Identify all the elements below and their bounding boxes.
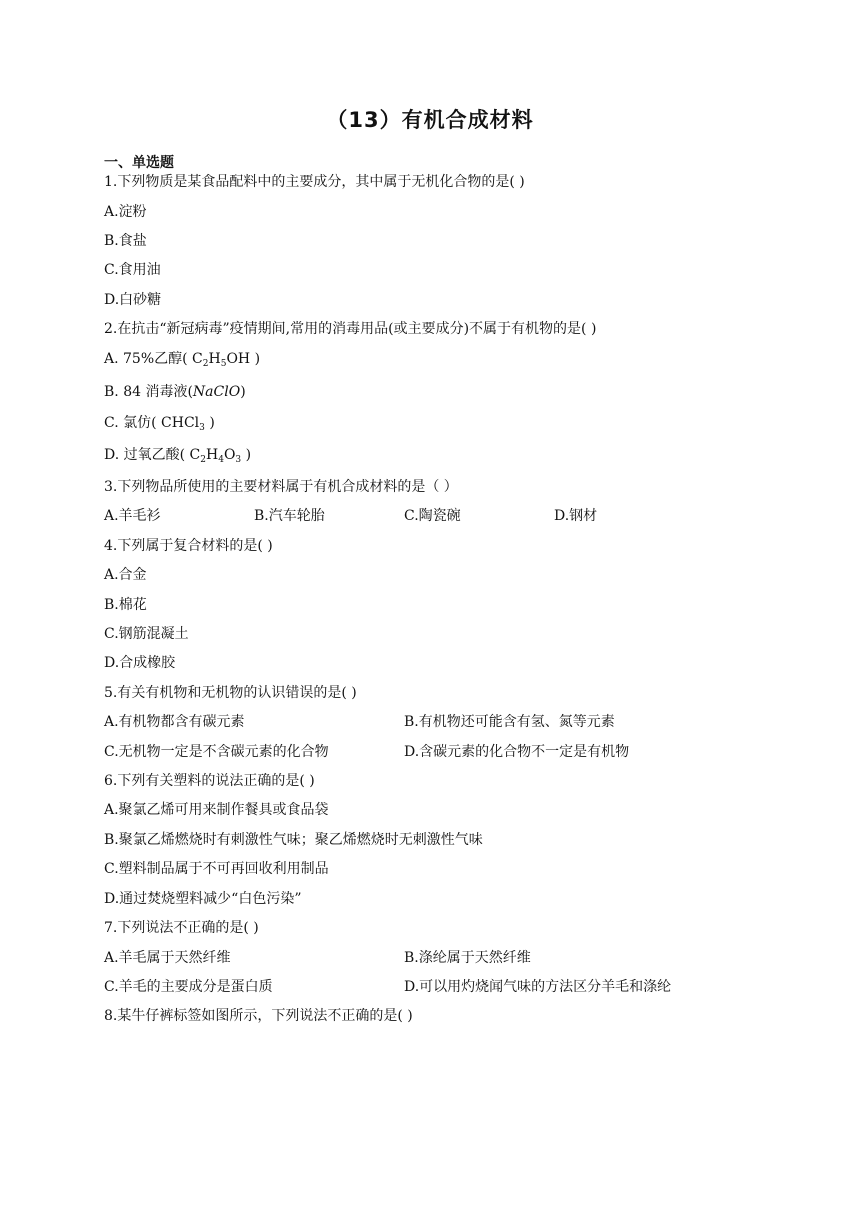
question-4-option-a: A.合金 [104, 567, 147, 583]
question-3-option-a: A.羊毛衫 [104, 508, 161, 524]
question-6-stem: 6.下列有关塑料的说法正确的是( ) [104, 773, 315, 789]
question-7-option-c: C.羊毛的主要成分是蛋白质 [104, 979, 273, 995]
page-title: （13）有机合成材料 [326, 108, 534, 132]
question-7-option-b: B.涤纶属于天然纤维 [404, 950, 531, 966]
question-6-option-d: D.通过焚烧塑料减少“白色污染” [104, 891, 302, 907]
question-4-stem: 4.下列属于复合材料的是( ) [104, 538, 273, 554]
question-7-option-d: D.可以用灼烧闻气味的方法区分羊毛和涤纶 [404, 979, 672, 995]
question-4-option-b: B.棉花 [104, 597, 147, 613]
question-1-option-d: D.白砂糖 [104, 292, 162, 308]
section-heading: 一、单选题 [104, 155, 174, 171]
question-5-option-d: D.含碳元素的化合物不一定是有机物 [404, 744, 630, 760]
question-4-option-d: D.合成橡胶 [104, 655, 176, 671]
question-7-stem: 7.下列说法不正确的是( ) [104, 920, 259, 936]
question-5-stem: 5.有关有机物和无机物的认识错误的是( ) [104, 685, 357, 701]
question-3-option-b: B.汽车轮胎 [254, 508, 325, 524]
question-7-option-a: A.羊毛属于天然纤维 [104, 950, 231, 966]
question-2-option-d: D. 过氧乙酸( $C_2H_4O_3$ ) [104, 447, 252, 465]
question-6-option-c: C.塑料制品属于不可再回收利用制品 [104, 861, 329, 877]
question-2-stem: 2.在抗击“新冠病毒”疫情期间,常用的消毒用品(或主要成分)不属于有机物的是( ) [104, 321, 597, 337]
question-1-stem: 1.下列物质是某食品配料中的主要成分，其中属于无机化合物的是( ) [104, 174, 525, 190]
question-8-stem: 8.某牛仔裤标签如图所示，下列说法不正确的是( ) [104, 1008, 413, 1024]
question-2-option-b: B. 84 消毒液(NaClO) [104, 384, 246, 400]
question-3-option-d: D.钢材 [554, 508, 598, 524]
question-2-option-a: A. 75%乙醇( $C_2H_5OH$ ) [104, 351, 261, 369]
question-6-option-b: B.聚氯乙烯燃烧时有刺激性气味；聚乙烯燃烧时无刺激性气味 [104, 832, 483, 848]
question-6-option-a: A.聚氯乙烯可用来制作餐具或食品袋 [104, 802, 329, 818]
question-1-option-b: B.食盐 [104, 233, 147, 249]
question-2-option-c: C. 氯仿( CHCl$_3$ ) [104, 415, 215, 433]
question-1-option-c: C.食用油 [104, 262, 161, 278]
question-4-option-c: C.钢筋混凝土 [104, 626, 189, 642]
question-5-option-a: A.有机物都含有碳元素 [104, 714, 245, 730]
question-1-option-a: A.淀粉 [104, 204, 147, 220]
question-3-stem: 3.下列物品所使用的主要材料属于有机合成材料的是（ ） [104, 479, 458, 495]
question-5-option-b: B.有机物还可能含有氢、氮等元素 [404, 714, 615, 730]
question-3-option-c: C.陶瓷碗 [404, 508, 461, 524]
question-5-option-c: C.无机物一定是不含碳元素的化合物 [104, 744, 329, 760]
